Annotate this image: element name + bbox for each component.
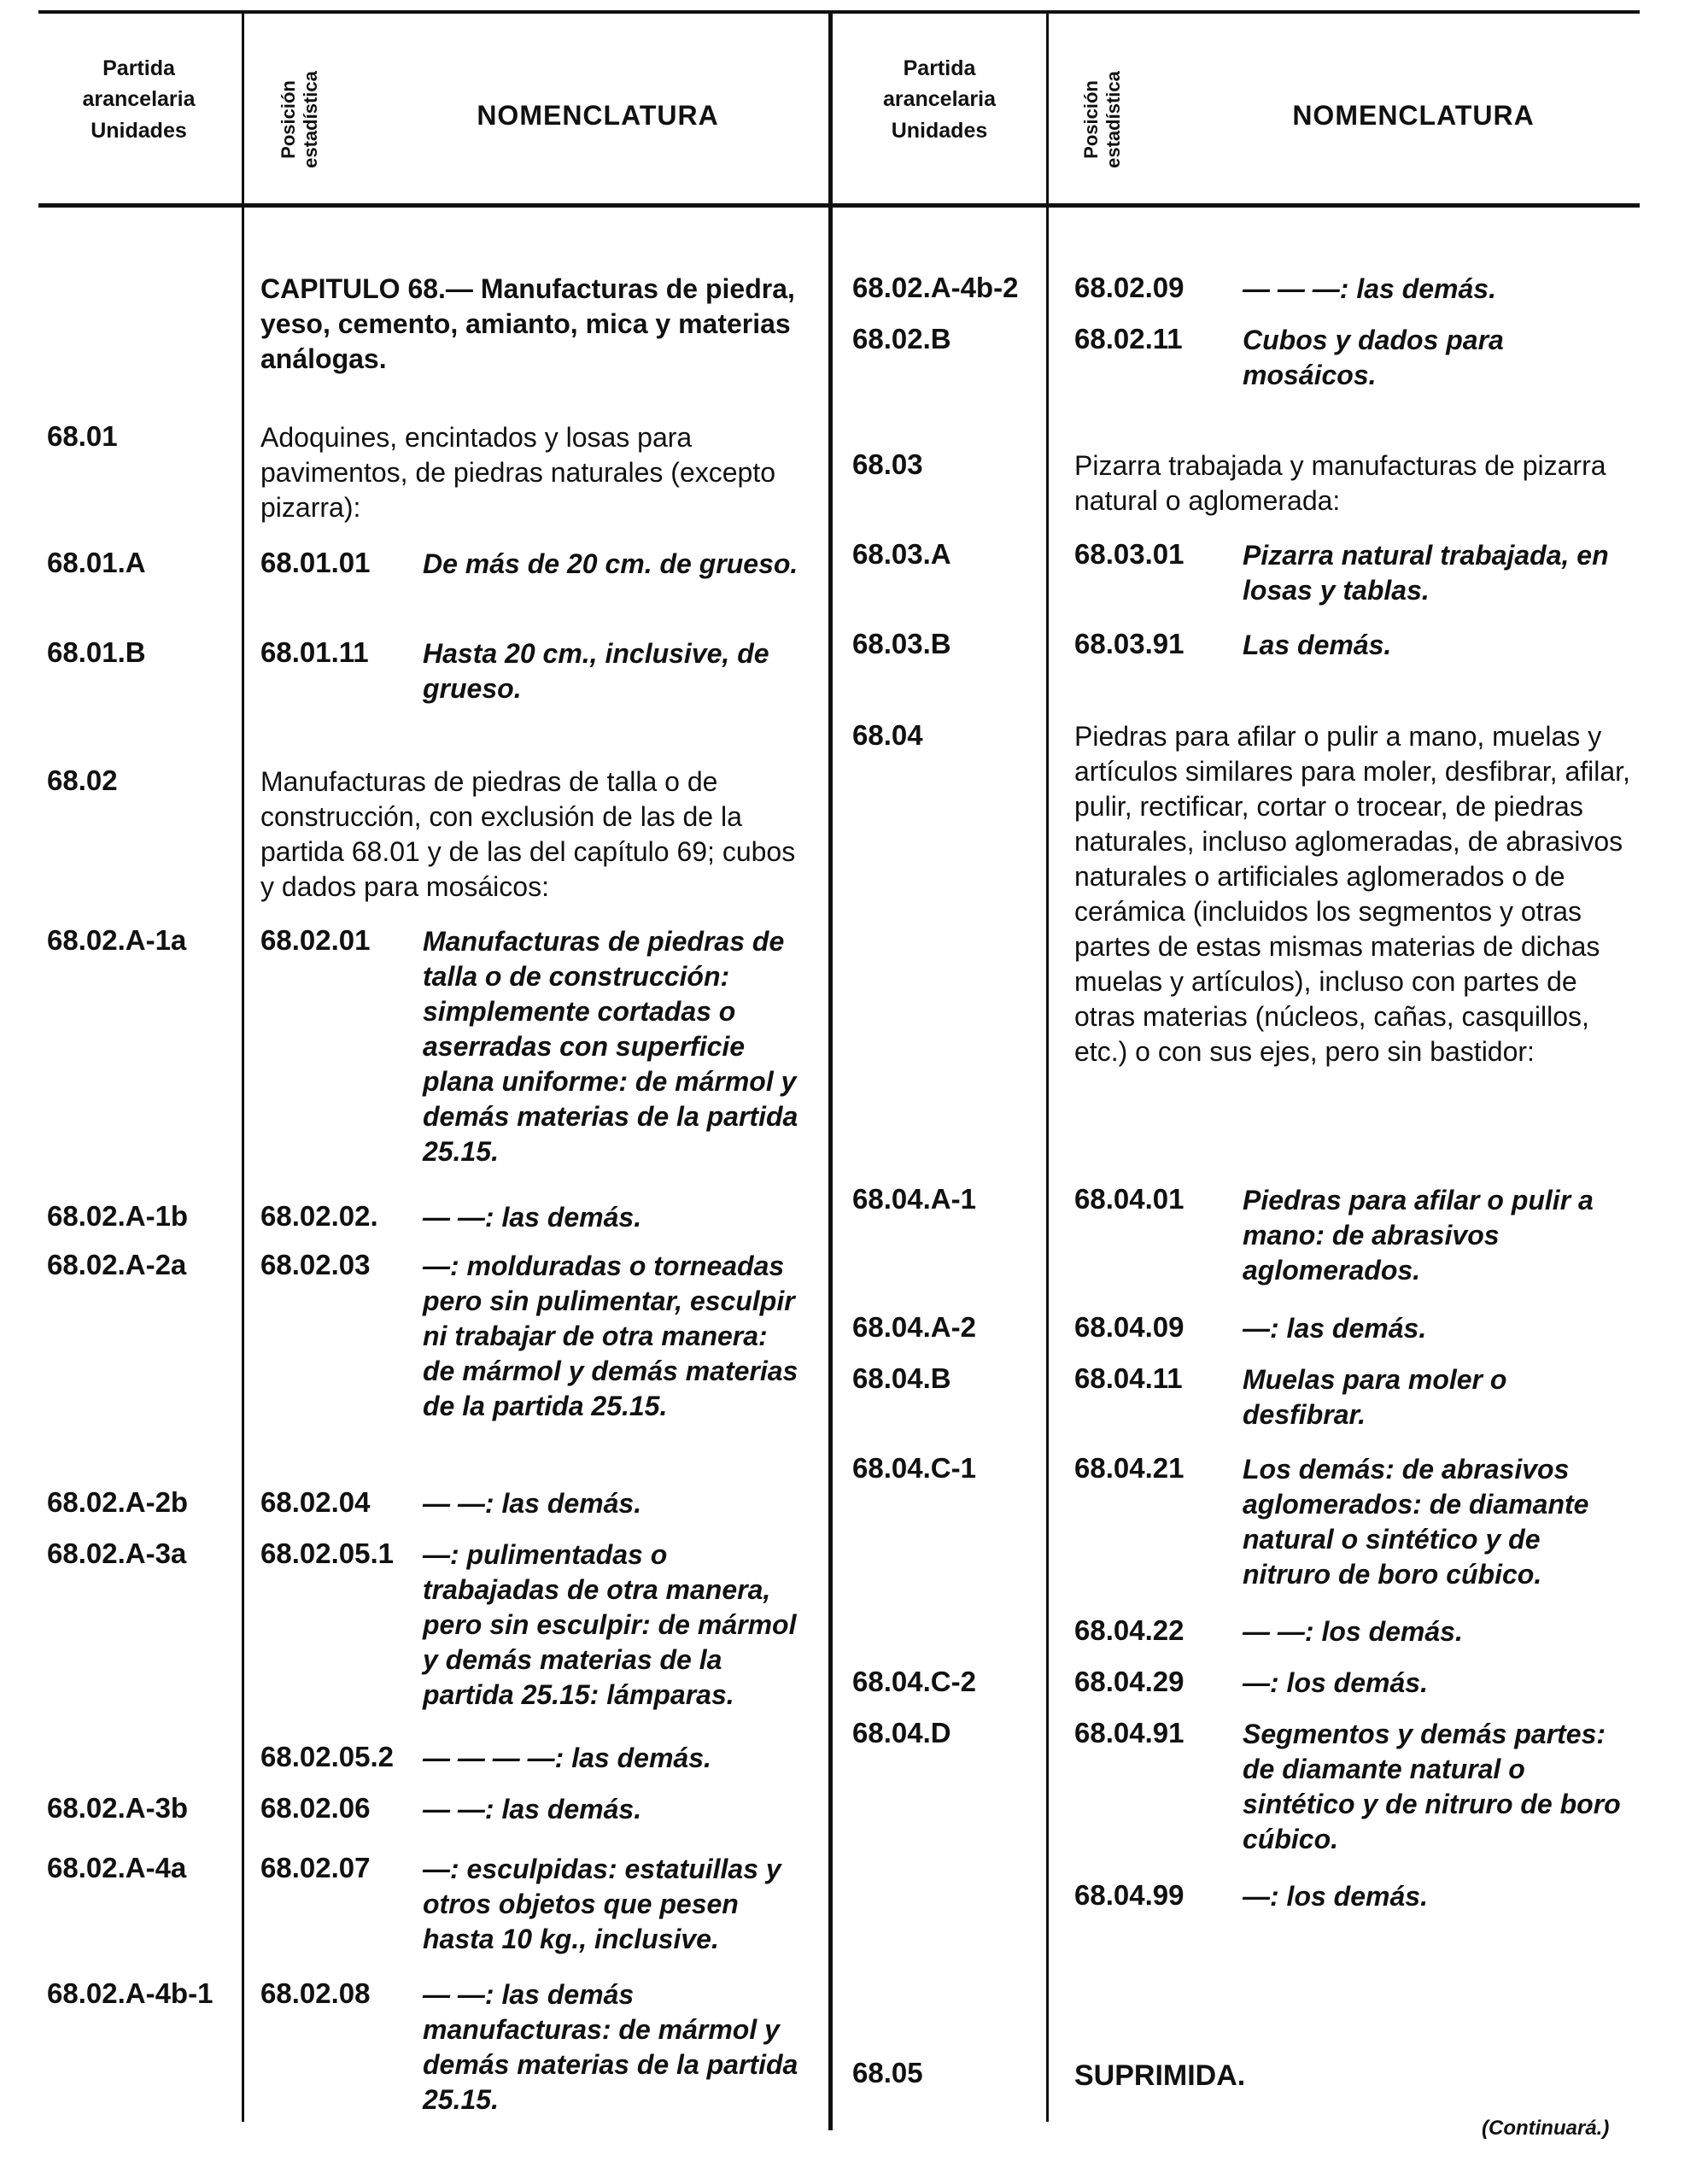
item-text: Hasta 20 cm., inclusive, de grueso. (423, 638, 769, 704)
partida-code: 68.01.B (47, 636, 146, 668)
stat-code: 68.02.03 (260, 1249, 371, 1280)
item-text: Los demás: de abrasivos aglomerados: de diamante natural o sintético y de nitruro de boro cúbico. (1243, 1454, 1589, 1590)
heading-text: Piedras para afilar o pulir a mano, muelas y artículos similares para moler, desfibrar, afilar, pulir, rectificar, cortar o trocear, de piedras naturales, incluso aglomeradas, de abrasivos naturales o artificiales aglomerados o de cerámica (incluidos los segmentos y otras partes de estas mismas materias de dichas muelas y artículos), incluso con partes de otras materias (núcleos, cañas, casquillos, etc.) o con sus ejes, pero sin bastidor: (1074, 721, 1630, 1067)
item-text: Cubos y dados para mosáicos. (1243, 325, 1504, 390)
item-text: Las demás. (1243, 630, 1392, 660)
stat-code: 68.02.05.2 (260, 1741, 394, 1772)
partida-code: 68.02.A-3b (47, 1792, 189, 1824)
continuation-note: (Continuará.) (1482, 2117, 1610, 2140)
stat-code: 68.01.01 (260, 547, 371, 578)
stat-code: 68.04.21 (1074, 1452, 1184, 1484)
stat-code: 68.03.01 (1074, 538, 1184, 570)
stat-code: 68.04.91 (1074, 1717, 1184, 1748)
partida-code: 68.02.A-4a (47, 1852, 187, 1883)
stat-code: 68.04.99 (1074, 1879, 1184, 1911)
stat-code: 68.02.02. (260, 1200, 378, 1232)
stat-code: 68.02.06 (260, 1792, 371, 1824)
posicion-header: Posición estadística (1080, 71, 1125, 168)
partida-code: 68.01 (47, 420, 118, 452)
partida-code: 68.02.A-4b-1 (47, 1977, 214, 2009)
item-text: —: los demás. (1243, 1667, 1428, 1698)
stat-code: 68.02.08 (260, 1977, 371, 2009)
partida-code: 68.02.A-1a (47, 924, 187, 956)
item-text: Pizarra natural trabajada, en losas y tablas. (1243, 540, 1609, 606)
item-text: Manufacturas de piedras de talla o de construcción: simplemente cortadas o aserradas con superficie plana uniforme: de mármol y demás materias de la partida 25.15. (423, 926, 798, 1167)
partida-code: 68.01.A (47, 547, 146, 578)
stat-code: 68.02.09 (1074, 272, 1184, 303)
partida-code: 68.02.A-2a (47, 1249, 187, 1280)
partida-code: 68.04.C-2 (852, 1666, 976, 1697)
partida-code: 68.03.B (852, 628, 951, 659)
top-rule (38, 10, 1640, 14)
stat-code: 68.02.04 (260, 1486, 371, 1518)
heading-text: Manufacturas de piedras de talla o de construcción, con exclusión de las de la partida 68.01 y de las del capítulo 69; cubos y dados para mosáicos: (260, 766, 796, 902)
item-text: — —: las demás. (423, 1202, 642, 1233)
item-text: — — —: las demás. (1243, 273, 1496, 304)
partida-code: 68.05 (852, 2057, 923, 2088)
item-text: De más de 20 cm. de grueso. (423, 548, 798, 579)
item-text: — —: las demás. (423, 1488, 642, 1519)
heading-text: SUPRIMIDA. (1074, 2059, 1246, 2092)
stat-code: 68.02.11 (1074, 323, 1183, 354)
column-divider (828, 12, 833, 2130)
item-text: — — — —: las demás. (423, 1742, 711, 1773)
item-text: —: los demás. (1243, 1881, 1428, 1912)
nomenclatura-header: NOMENCLATURA (477, 100, 719, 131)
item-text: Segmentos y demás partes: de diamante natural o sintético y de nitruro de boro cúbico. (1243, 1719, 1621, 1854)
item-text: —: las demás. (1243, 1313, 1427, 1344)
partida-code: 68.04.C-1 (852, 1452, 976, 1484)
partida-code: 68.02.A-4b-2 (852, 272, 1019, 303)
stat-code: 68.04.11 (1074, 1362, 1183, 1394)
partida-code: 68.02.A-3a (47, 1538, 187, 1569)
posicion-header: Posición estadística (278, 71, 322, 168)
item-text: — —: las demás manufacturas: de mármol y demás materias de la partida 25.15. (423, 1979, 798, 2115)
partida-header: Partida arancelaria Unidades (882, 56, 997, 143)
partida-code: 68.03 (852, 448, 923, 480)
item-text: Muelas para moler o desfibrar. (1243, 1364, 1507, 1430)
partida-code: 68.02.A-1b (47, 1200, 189, 1232)
stat-code: 68.02.05.1 (260, 1538, 394, 1569)
column-divider (242, 12, 244, 2122)
partida-code: 68.04 (852, 719, 923, 751)
partida-code: 68.02.A-2b (47, 1486, 189, 1518)
nomenclatura-header: NOMENCLATURA (1292, 100, 1535, 131)
heading-text: Adoquines, encintados y losas para pavimentos, de piedras naturales (excepto pizarra): (260, 422, 776, 523)
item-text: —: esculpidas: estatuillas y otros objetos que pesen hasta 10 kg., inclusive. (423, 1854, 781, 1954)
partida-code: 68.02 (47, 764, 118, 796)
stat-code: 68.04.09 (1074, 1311, 1184, 1343)
chapter-heading: CAPITULO 68.— Manufacturas de piedra, yeso, cemento, amianto, mica y materias análogas. (260, 273, 795, 374)
stat-code: 68.03.91 (1074, 628, 1184, 659)
column-divider (1046, 12, 1049, 2122)
stat-code: 68.02.01 (260, 924, 371, 956)
stat-code: 68.04.01 (1074, 1183, 1184, 1215)
header-rule (38, 203, 1640, 208)
item-text: — —: los demás. (1243, 1616, 1463, 1647)
partida-code: 68.02.B (852, 323, 951, 354)
item-text: —: molduradas o torneadas pero sin pulimentar, esculpir ni trabajar de otra manera: de mármol y demás materias de la partida 25.15. (423, 1250, 798, 1421)
stat-code: 68.04.22 (1074, 1614, 1184, 1646)
partida-header: Partida arancelaria Unidades (82, 56, 196, 143)
item-text: —: pulimentadas o trabajadas de otra manera, pero sin esculpir: de mármol y demás materias de la partida 25.15: lámparas. (423, 1539, 797, 1710)
stat-code: 68.04.29 (1074, 1666, 1184, 1697)
heading-text: Pizarra trabajada y manufacturas de pizarra natural o aglomerada: (1074, 450, 1606, 516)
item-text: — —: las demás. (423, 1794, 642, 1824)
stat-code: 68.02.07 (260, 1852, 371, 1883)
item-text: Piedras para afilar o pulir a mano: de abrasivos aglomerados. (1243, 1185, 1594, 1286)
partida-code: 68.04.B (852, 1362, 951, 1394)
partida-code: 68.04.D (852, 1717, 951, 1748)
partida-code: 68.04.A-1 (852, 1183, 976, 1215)
partida-code: 68.03.A (852, 538, 951, 570)
stat-code: 68.01.11 (260, 636, 369, 668)
partida-code: 68.04.A-2 (852, 1311, 976, 1343)
